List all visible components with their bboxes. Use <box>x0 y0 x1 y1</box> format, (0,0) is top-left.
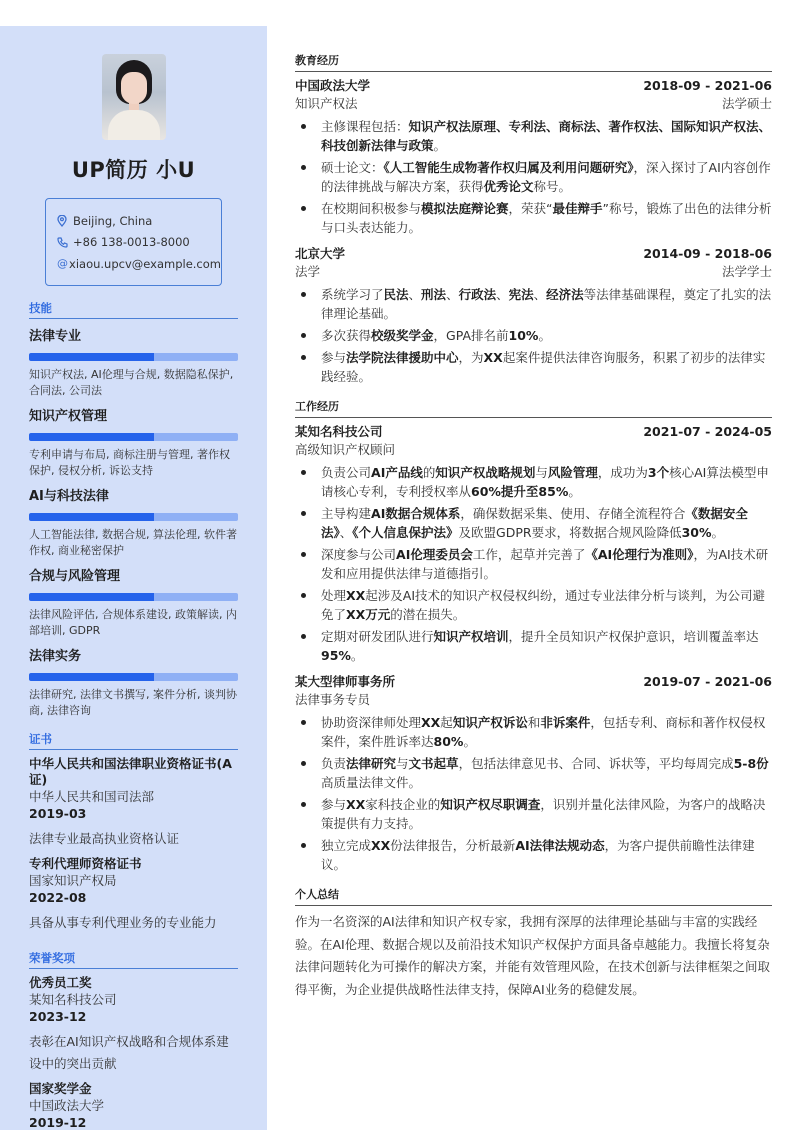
location-pin-icon <box>57 215 73 227</box>
certificate-date: 2022-08 <box>29 889 87 905</box>
award-item <box>29 975 238 1075</box>
certificate-issuer: 国家知识产权局 <box>29 872 117 888</box>
skill-level-fill <box>29 593 154 601</box>
bullet-item: 独立完成XX份法律报告，分析最新AI法律法规动态，为客户提供前瞻性法律建议。 <box>295 836 772 874</box>
email-at-icon: @ <box>57 257 68 271</box>
skill-item <box>29 405 238 479</box>
education-section-title: 教育经历 <box>295 52 772 72</box>
skill-item <box>29 325 238 399</box>
skill-level-bar <box>29 513 238 521</box>
contact-phone[interactable] <box>57 232 221 254</box>
skill-item <box>29 565 238 639</box>
major: 法学 <box>295 264 321 279</box>
skills-list <box>29 325 238 719</box>
education-bullets <box>295 285 772 386</box>
major: 知识产权法 <box>295 96 358 111</box>
certificate-issuer: 中华人民共和国司法部 <box>29 788 155 804</box>
skill-level-bar <box>29 353 238 361</box>
skill-level-fill <box>29 673 154 681</box>
work-section <box>295 398 772 874</box>
bullet-item: 协助资深律师处理XX起知识产权诉讼和非诉案件，包括专利、商标和著作权侵权案件，案件胜诉率达80%。 <box>295 713 772 751</box>
work-section-title: 工作经历 <box>295 398 772 418</box>
award-issuer: 某知名科技公司 <box>29 991 117 1007</box>
bullet-item: 多次获得校级奖学金，GPA排名前10%。 <box>295 326 772 345</box>
certificate-item <box>29 756 238 850</box>
profile-photo <box>102 54 166 140</box>
skill-desc: 法律风险评估, 合规体系建设, 政策解读, 内部培训, GDPR <box>29 607 237 637</box>
award-desc: 表彰在AI知识产权战略和合规体系建设中的突出贡献 <box>29 1033 229 1071</box>
skill-desc: 法律研究, 法律文书撰写, 案件分析, 谈判协商, 法律咨询 <box>29 687 237 717</box>
award-name: 优秀员工奖 <box>29 974 92 990</box>
award-name: 国家奖学金 <box>29 1080 92 1096</box>
award-date: 2023-12 <box>29 1008 87 1024</box>
education-entry <box>295 77 772 237</box>
school-name: 中国政法大学 <box>295 78 371 93</box>
sidebar <box>0 26 267 1130</box>
bullet-item: 处理XX起涉及AI技术的知识产权侵权纠纷，通过专业法律分析与谈判，为公司避免了XX万元的潜在损失。 <box>295 586 772 624</box>
skill-level-fill <box>29 433 154 441</box>
contact-email[interactable] <box>57 253 221 275</box>
skill-item <box>29 485 238 559</box>
skill-item <box>29 645 238 719</box>
education-bullets <box>295 117 772 237</box>
certificate-name: 中华人民共和国法律职业资格证书(A证) <box>29 755 232 787</box>
certificate-date: 2019-03 <box>29 805 87 821</box>
skills-section-title: 技能 <box>29 300 238 319</box>
phone-icon <box>57 237 73 248</box>
awards-section-title: 荣誉奖项 <box>29 950 238 969</box>
contact-phone-text: +86 138-0013-8000 <box>73 235 190 250</box>
certificate-desc: 具备从事专利代理业务的专业能力 <box>29 914 217 930</box>
work-bullets <box>295 713 772 874</box>
skill-name: 法律专业 <box>29 328 82 344</box>
summary-section-title: 个人总结 <box>295 886 772 906</box>
summary-section <box>295 886 772 1001</box>
photo-face-shape <box>121 72 147 104</box>
bullet-item: 参与XX家科技企业的知识产权尽职调查，识别并量化法律风险，为客户的战略决策提供有力支持。 <box>295 795 772 833</box>
skill-desc: 人工智能法律, 数据合规, 算法伦理, 软件著作权, 商业秘密保护 <box>29 527 237 557</box>
work-dates: 2019-07 - 2021-06 <box>643 674 772 689</box>
school-name: 北京大学 <box>295 246 346 261</box>
contact-location <box>57 210 221 232</box>
degree: 法学学士 <box>721 264 772 279</box>
work-entry <box>295 423 772 665</box>
bullet-item: 定期对研发团队进行知识产权培训，提升全员知识产权保护意识，培训覆盖率达95%。 <box>295 627 772 665</box>
award-item <box>29 1081 238 1130</box>
bullet-item: 负责法律研究与文书起草，包括法律意见书、合同、诉状等，平均每周完成5-8份高质量法律文件。 <box>295 754 772 792</box>
skill-level-bar <box>29 433 238 441</box>
photo-body-shape <box>108 110 160 140</box>
skill-desc: 知识产权法, AI伦理与合规, 数据隐私保护, 合同法, 公司法 <box>29 367 234 397</box>
work-entry <box>295 673 772 874</box>
contact-box <box>45 198 222 286</box>
job-role: 法律事务专员 <box>295 692 371 707</box>
bullet-item: 硕士论文：《人工智能生成物著作权归属及利用问题研究》，深入探讨了AI内容创作的法律挑战与解决方案，获得优秀论文称号。 <box>295 158 772 196</box>
job-role: 高级知识产权顾问 <box>295 442 396 457</box>
skill-name: 法律实务 <box>29 648 82 664</box>
company-name: 某大型律师事务所 <box>295 674 396 689</box>
award-date: 2019-12 <box>29 1114 87 1130</box>
skill-level-bar <box>29 673 238 681</box>
bullet-item: 系统学习了民法、刑法、行政法、宪法、经济法等法律基础课程，奠定了扎实的法律理论基础。 <box>295 285 772 323</box>
certificate-desc: 法律专业最高执业资格认证 <box>29 830 180 846</box>
bullet-item: 主导构建AI数据合规体系，确保数据采集、使用、存储全流程符合《数据安全法》、《个人信息保护法》及欧盟GDPR要求，将数据合规风险降低30%。 <box>295 504 772 542</box>
bullet-item: 负责公司AI产品线的知识产权战略规划与风险管理，成功为3个核心AI算法模型申请核心专利，专利授权率从60%提升至85%。 <box>295 463 772 501</box>
skill-level-fill <box>29 353 154 361</box>
company-name: 某知名科技公司 <box>295 424 383 439</box>
skill-name: 知识产权管理 <box>29 408 108 424</box>
work-bullets <box>295 463 772 665</box>
certificate-item <box>29 856 238 934</box>
certificate-name: 专利代理师资格证书 <box>29 855 142 871</box>
contact-location-text: Beijing, China <box>73 213 153 228</box>
candidate-name: UP简历 小U <box>71 158 196 182</box>
certificates-section-title: 证书 <box>29 731 238 750</box>
main-content <box>295 52 772 1013</box>
degree: 法学硕士 <box>721 96 772 111</box>
skill-level-fill <box>29 513 154 521</box>
bullet-item: 主修课程包括：知识产权法原理、专利法、商标法、著作权法、国际知识产权法、科技创新法律与政策。 <box>295 117 772 155</box>
bullet-item: 深度参与公司AI伦理委员会工作，起草并完善了《AI伦理行为准则》，为AI技术研发和应用提供法律与道德指引。 <box>295 545 772 583</box>
work-dates: 2021-07 - 2024-05 <box>643 424 772 439</box>
education-section <box>295 52 772 386</box>
contact-email-text: xiaou.upcv@example.com <box>69 256 221 271</box>
skill-desc: 专利申请与布局, 商标注册与管理, 著作权保护, 侵权分析, 诉讼支持 <box>29 447 230 477</box>
award-issuer: 中国政法大学 <box>29 1097 105 1113</box>
education-entry <box>295 245 772 386</box>
skill-name: AI与科技法律 <box>29 488 109 504</box>
skill-name: 合规与风险管理 <box>29 568 121 584</box>
bullet-item: 参与法学院法律援助中心，为XX起案件提供法律咨询服务，积累了初步的法律实践经验。 <box>295 348 772 386</box>
education-dates: 2014-09 - 2018-06 <box>643 246 772 261</box>
education-dates: 2018-09 - 2021-06 <box>643 78 772 93</box>
summary-text: 作为一名资深的AI法律和知识产权专家，我拥有深厚的法律理论基础与丰富的实践经验。在AI伦理、数据合规以及前沿技术知识产权保护方面具备卓越能力。我擅长将复杂法律问题转化为可操作的解决方案，并能有效管理风险，在技术创新与法律框架之间取得平衡，为企业提供战略性法律支持，保障AI业务的稳健发展。 <box>295 914 771 997</box>
skill-level-bar <box>29 593 238 601</box>
bullet-item: 在校期间积极参与模拟法庭辩论赛，荣获“最佳辩手”称号，锻炼了出色的法律分析与口头表达能力。 <box>295 199 772 237</box>
